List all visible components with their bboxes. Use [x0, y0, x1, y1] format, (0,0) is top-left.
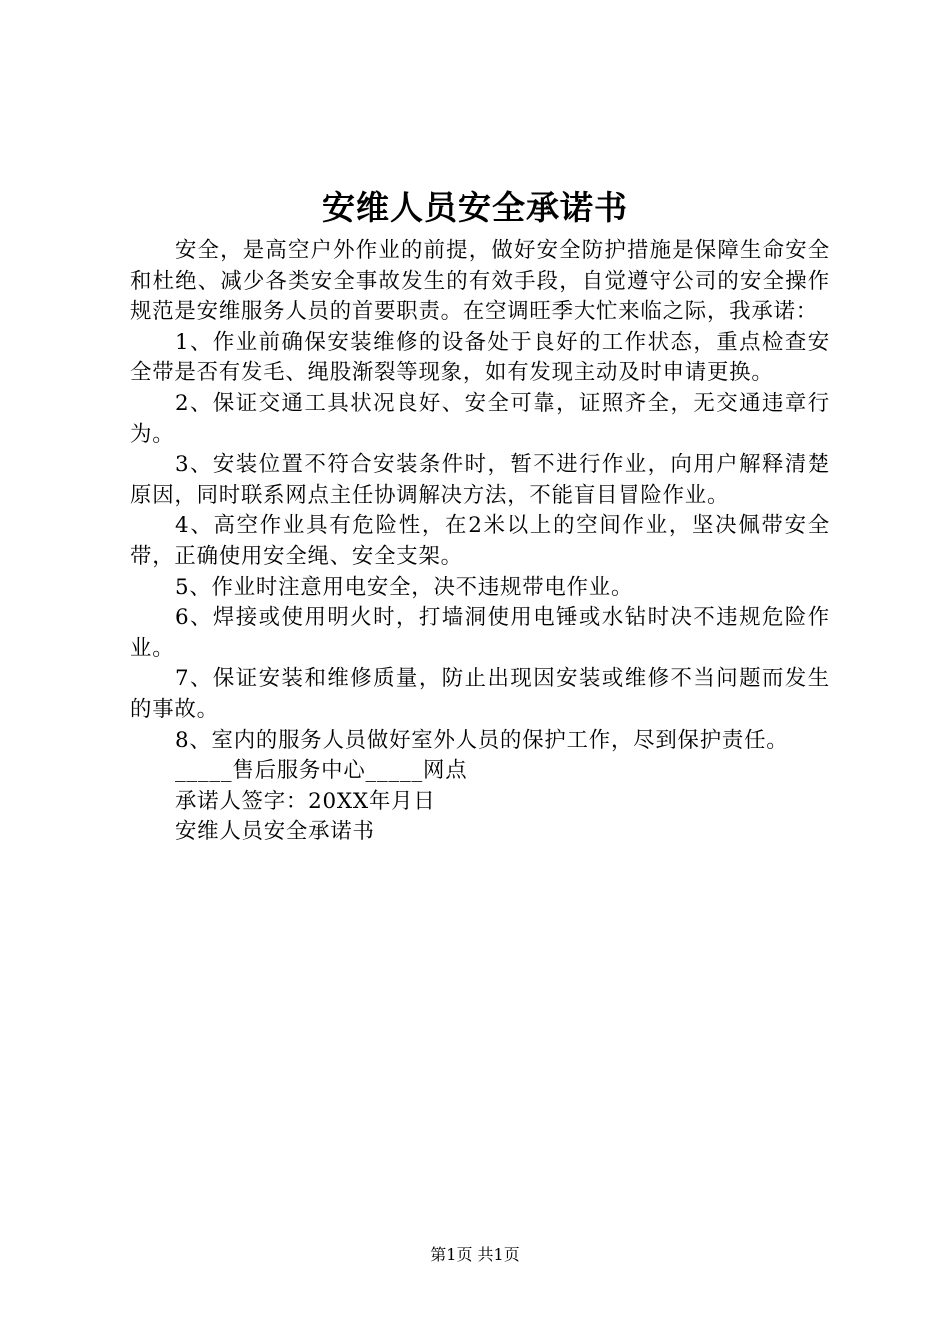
commitment-item-3: 3、安装位置不符合安装条件时，暂不进行作业，向用户解释清楚原因，同时联系网点主任协调解决方法，不能盲目冒险作业。: [130, 452, 830, 508]
intro-paragraph: 安全，是高空户外作业的前提，做好安全防护措施是保障生命安全和杜绝、减少各类安全事故发生的有效手段，自觉遵守公司的安全操作规范是安维服务人员的首要职责。在空调旺季大忙来临之际，我承诺：: [130, 238, 830, 325]
commitment-item-6: 6、焊接或使用明火时，打墙洞使用电锤或水钻时决不违规危险作业。: [130, 605, 830, 661]
service-center-line: _____售后服务中心_____网点: [174, 758, 468, 784]
signature-line: 承诺人签字：20XX年月日: [174, 788, 436, 814]
document-title: 安维人员安全承诺书: [322, 188, 628, 227]
page-footer: 第1页 共1页: [430, 1245, 520, 1264]
document-body: [130, 236, 830, 848]
commitment-item-1: 1、作业前确保安装维修的设备处于良好的工作状态，重点检查安全带是否有发毛、绳股渐裂等现象，如有发现主动及时申请更换。: [130, 329, 830, 386]
commitment-item-8: 8、室内的服务人员做好室外人员的保护工作，尽到保护责任。: [174, 727, 789, 753]
commitment-item-2: 2、保证交通工具状况良好、安全可靠，证照齐全，无交通违章行为。: [130, 390, 830, 447]
commitment-item-7: 7、保证安装和维修质量，防止出现因安装或维修不当问题而发生的事故。: [130, 666, 830, 722]
commitment-item-4: 4、高空作业具有危险性，在2米以上的空间作业，坚决佩带安全带，正确使用安全绳、安全支架。: [130, 513, 830, 569]
commitment-item-5: 5、作业时注意用电安全，决不违规带电作业。: [174, 574, 634, 600]
closing-title-line: 安维人员安全承诺书: [174, 819, 375, 845]
